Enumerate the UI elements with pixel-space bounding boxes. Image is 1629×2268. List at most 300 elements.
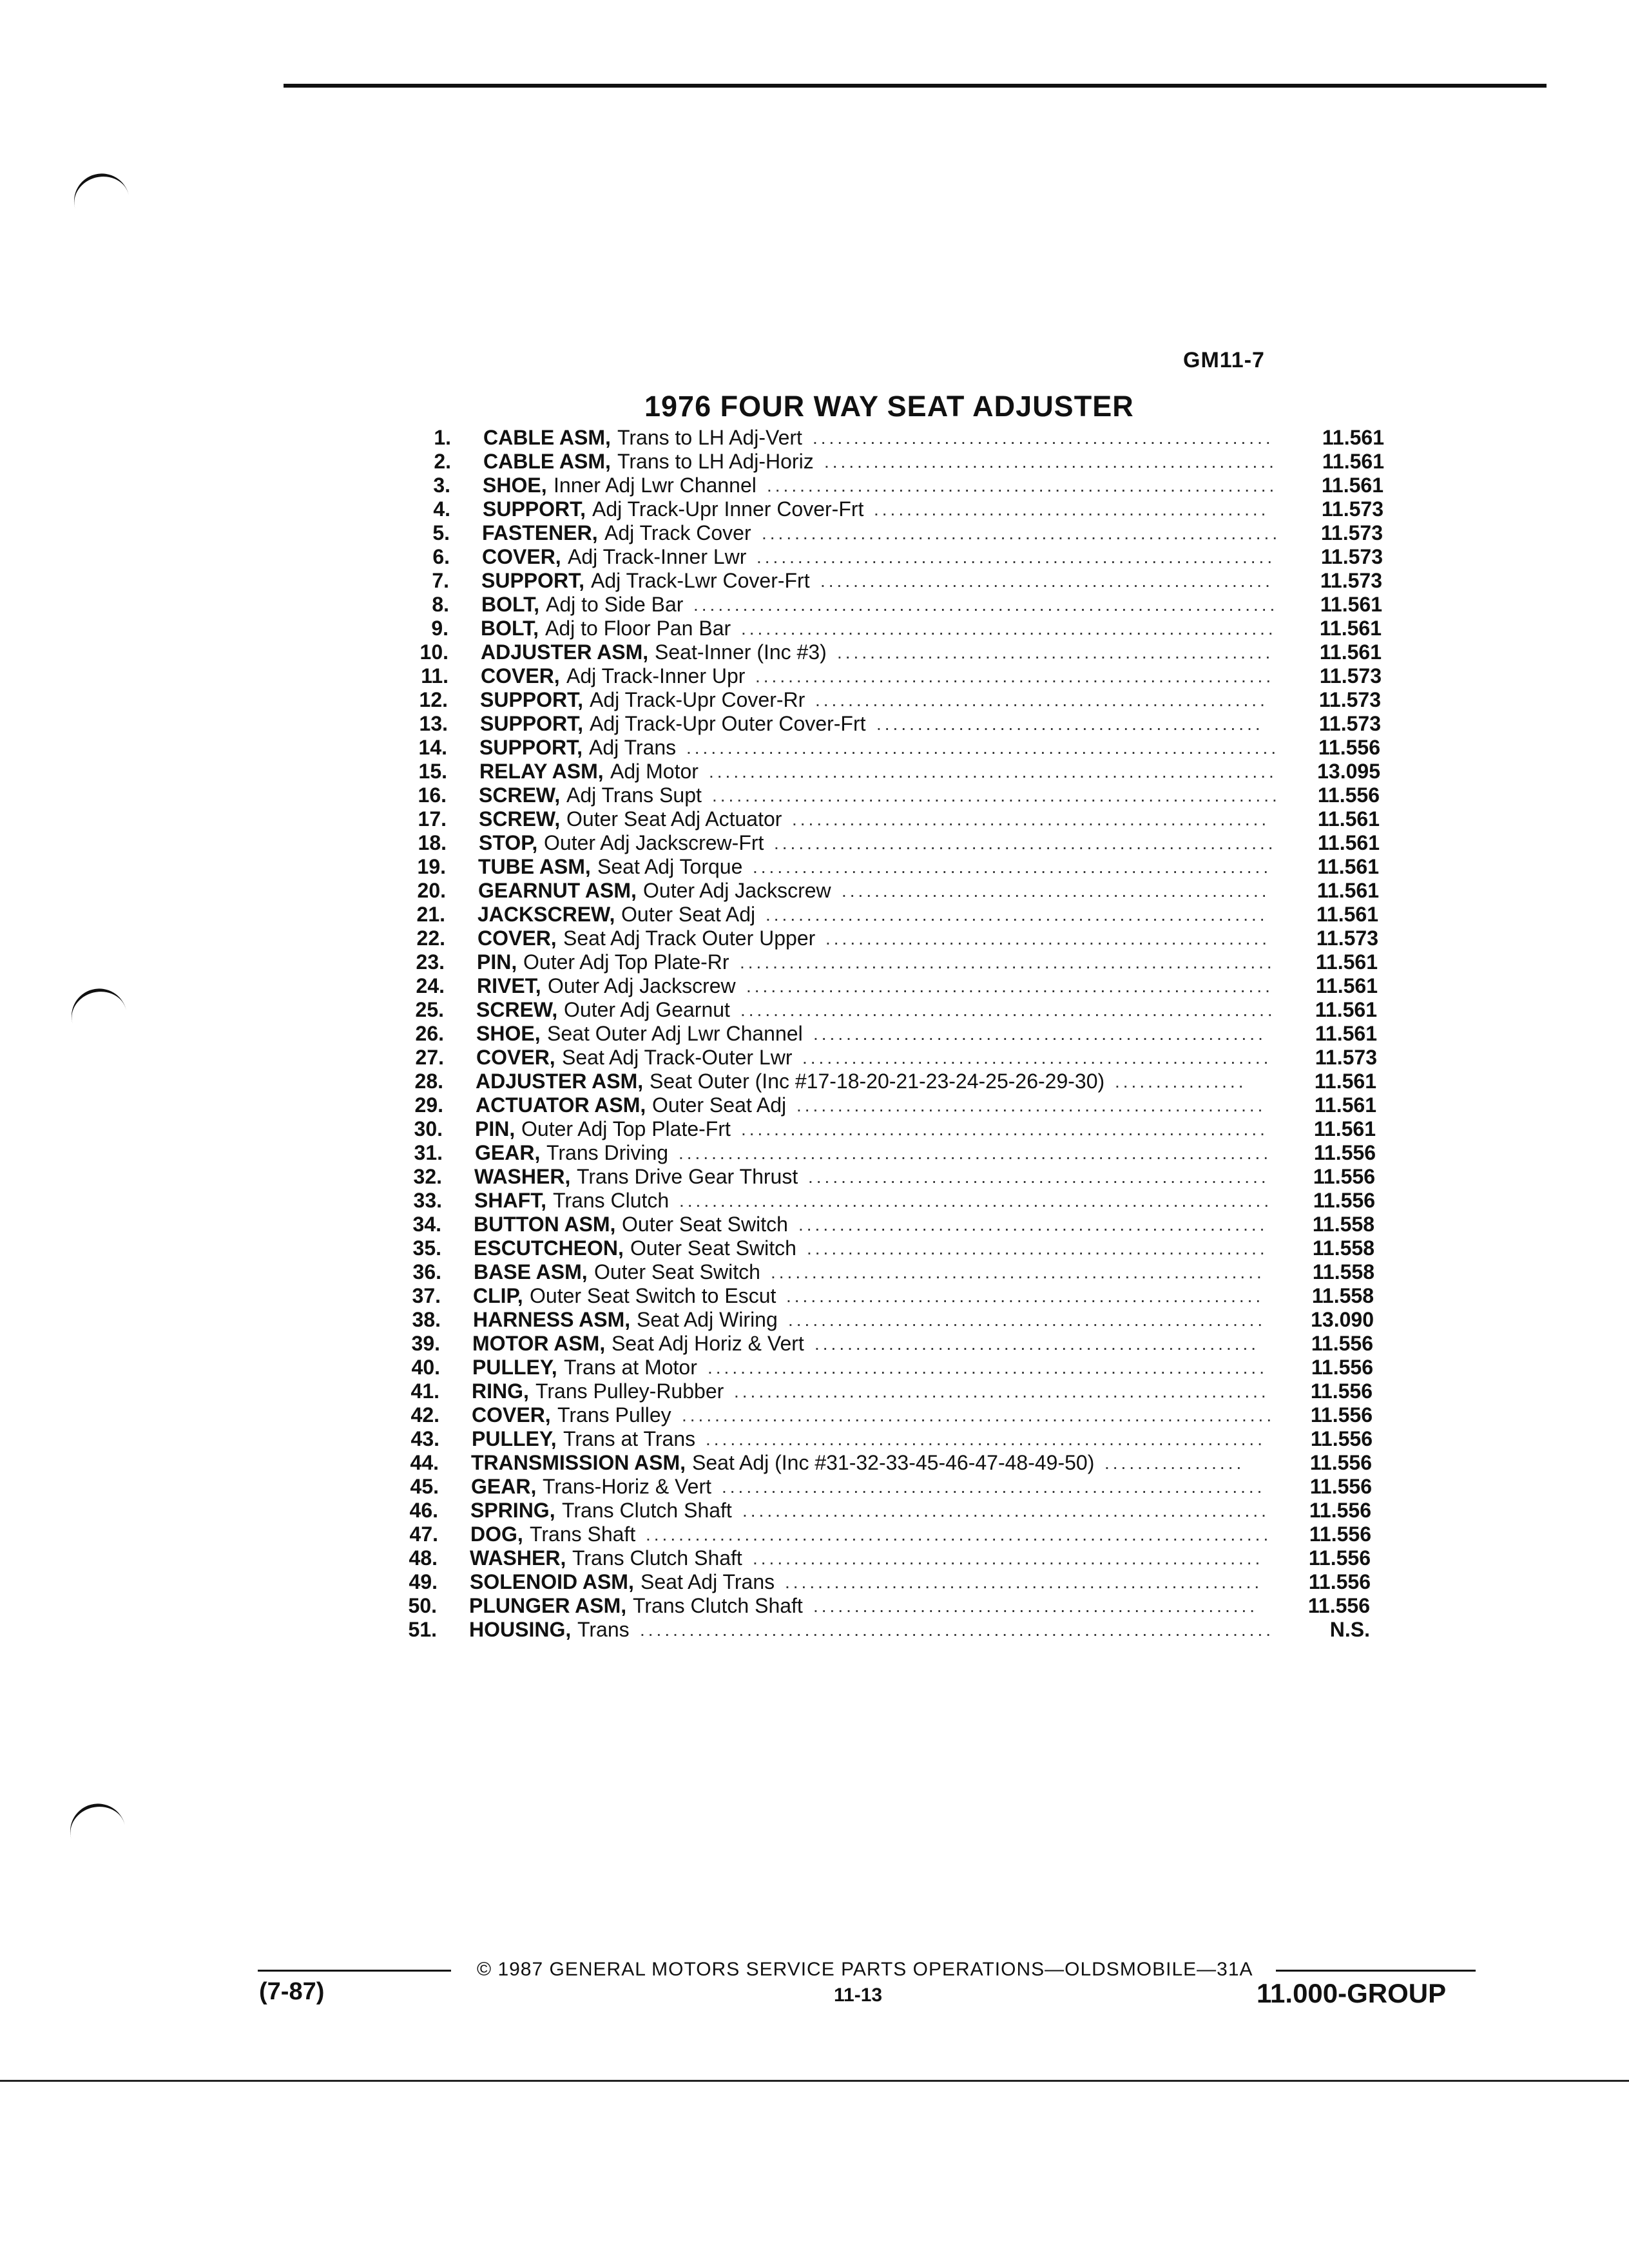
group-number: 11.558 — [1311, 1284, 1374, 1307]
part-name: RING, — [472, 1379, 529, 1403]
part-description: Adj to Floor Pan Bar — [545, 617, 731, 640]
leader-dots: ............................................................... — [762, 523, 1281, 543]
part-description: Adj to Side Bar — [546, 593, 684, 616]
group-number: 11.556 — [1310, 1379, 1373, 1403]
group-number: 11.561 — [1314, 1093, 1376, 1117]
table-row — [361, 1356, 1379, 1379]
table-row — [361, 831, 1379, 855]
binder-hole-mark — [68, 168, 129, 209]
table-row — [361, 974, 1379, 998]
item-number: 10. — [419, 640, 448, 664]
group-number: 11.561 — [1319, 617, 1382, 640]
part-description: Trans-Horiz & Vert — [543, 1475, 711, 1498]
table-row — [361, 1379, 1379, 1403]
part-name: PIN, — [475, 1117, 516, 1140]
part-name: SUPPORT, — [480, 688, 584, 711]
leader-dots: ................................................................. — [741, 619, 1277, 639]
leader-dots: ......................................................... — [802, 1048, 1272, 1068]
part-description: Seat Adj Trans — [641, 1570, 775, 1593]
item-number: 9. — [431, 617, 448, 640]
table-row — [361, 617, 1382, 640]
table-row — [361, 1499, 1379, 1523]
part-description: Seat Adj Horiz & Vert — [612, 1332, 804, 1355]
part-description: Outer Seat Switch to Escut — [530, 1284, 776, 1307]
leader-dots: ................................................................. — [740, 952, 1275, 972]
item-number: 47. — [409, 1523, 438, 1546]
leader-dots: ............................................................. — [774, 833, 1277, 853]
part-description: Seat Adj Torque — [597, 855, 743, 878]
group-number: 11.561 — [1315, 974, 1378, 997]
leader-dots: ....................................................... — [824, 452, 1277, 472]
footer-date: (7-87) — [259, 1978, 325, 2005]
part-description: Adj Track Cover — [604, 521, 751, 544]
part-description: Trans to LH Adj-Horiz — [617, 450, 814, 473]
part-name: RELAY ASM, — [479, 760, 604, 783]
part-description: Adj Track-Upr Outer Cover-Frt — [590, 712, 866, 735]
item-number: 1. — [434, 426, 451, 449]
table-row — [361, 1332, 1379, 1356]
leader-dots: ............................................... — [876, 714, 1264, 734]
group-number: 11.558 — [1312, 1213, 1374, 1236]
part-description: Seat Adj Wiring — [637, 1308, 778, 1331]
group-number: 11.561 — [1317, 831, 1380, 854]
group-number: 11.573 — [1319, 664, 1382, 687]
table-row — [361, 855, 1379, 879]
leader-dots: ........................................................................ — [682, 1405, 1275, 1425]
group-number: 11.556 — [1310, 1427, 1373, 1450]
table-row — [361, 688, 1379, 712]
table-row — [361, 807, 1379, 831]
item-number: 31. — [414, 1141, 443, 1164]
leader-dots: .................................................... — [842, 881, 1270, 901]
leader-dots: ................ — [1115, 1072, 1247, 1091]
table-row — [361, 497, 1383, 521]
part-name: SCREW, — [476, 998, 558, 1021]
group-number: 11.556 — [1309, 1451, 1372, 1474]
leader-dots: ................................................................. — [734, 1381, 1269, 1401]
part-name: CLIP, — [473, 1284, 523, 1307]
group-number: 11.561 — [1317, 807, 1380, 831]
leader-dots: ..................................................................... — [712, 785, 1280, 805]
group-number: 11.573 — [1316, 927, 1378, 950]
part-name: PIN, — [477, 950, 517, 974]
part-description: Outer Seat Switch — [630, 1236, 796, 1260]
leader-dots: ....................................................... — [820, 571, 1273, 591]
part-name: ACTUATOR ASM, — [476, 1093, 646, 1117]
item-number: 28. — [414, 1070, 443, 1093]
part-name: WASHER, — [470, 1546, 566, 1570]
leader-dots: ................................................................ — [741, 1119, 1268, 1139]
table-row — [361, 569, 1382, 593]
part-description: Outer Seat Switch — [622, 1213, 788, 1236]
page-title: 1976 FOUR WAY SEAT ADJUSTER — [644, 390, 1134, 423]
part-name: ADJUSTER ASM, — [476, 1070, 644, 1093]
leader-dots: ....................................................................... — [693, 595, 1278, 615]
part-description: Adj Motor — [610, 760, 699, 783]
part-name: BUTTON ASM, — [474, 1213, 616, 1236]
leader-dots: .......................................................... — [788, 1310, 1266, 1330]
group-number: 11.561 — [1320, 593, 1382, 616]
table-row — [361, 664, 1382, 688]
item-number: 14. — [418, 736, 447, 759]
group-number: 11.573 — [1320, 521, 1383, 544]
leader-dots: ....................................................... — [815, 690, 1268, 710]
table-row — [361, 474, 1383, 497]
group-number: 11.556 — [1308, 1546, 1371, 1570]
leader-dots: .................................................................... — [708, 1358, 1268, 1378]
part-name: WASHER, — [474, 1165, 571, 1188]
part-description: Seat-Inner (Inc #3) — [655, 640, 827, 664]
table-row — [361, 879, 1379, 903]
part-description: Outer Seat Switch — [594, 1260, 760, 1283]
group-number: 11.561 — [1315, 998, 1377, 1021]
part-description: Trans Clutch Shaft — [562, 1499, 732, 1522]
item-number: 4. — [433, 497, 450, 521]
group-number: 11.556 — [1313, 1189, 1375, 1212]
leader-dots: ......................................................... — [798, 1215, 1268, 1235]
item-number: 8. — [432, 593, 449, 616]
part-name: COVER, — [481, 664, 560, 687]
group-number: 11.556 — [1309, 1499, 1371, 1522]
leader-dots: ..................................................................... — [709, 762, 1277, 782]
leader-dots: ........................................................ — [807, 1238, 1268, 1258]
footer-rule-right — [1276, 1970, 1476, 1972]
table-row — [361, 1284, 1379, 1308]
group-number: 11.561 — [1316, 903, 1378, 926]
item-number: 30. — [414, 1117, 443, 1140]
group-number: 11.556 — [1309, 1523, 1371, 1546]
table-row — [361, 950, 1379, 974]
part-name: STOP, — [479, 831, 538, 854]
part-description: Trans Pulley — [557, 1403, 671, 1427]
group-number: 11.561 — [1315, 1022, 1377, 1045]
group-number: 11.561 — [1316, 855, 1379, 878]
parts-list — [361, 426, 1384, 1642]
table-row — [361, 1236, 1379, 1260]
group-number: N.S. — [1329, 1618, 1370, 1641]
part-name: JACKSCREW, — [477, 903, 615, 926]
leader-dots: ............................................................................. — [640, 1620, 1275, 1640]
part-name: COVER, — [482, 545, 561, 568]
item-number: 32. — [413, 1165, 442, 1188]
part-name: PULLEY, — [472, 1427, 557, 1450]
group-number: 11.558 — [1312, 1260, 1374, 1283]
part-description: Seat Adj (Inc #31-32-33-45-46-47-48-49-50) — [692, 1451, 1095, 1474]
table-row — [361, 521, 1383, 545]
page-id: GM11-7 — [1183, 348, 1265, 372]
part-name: SPRING, — [470, 1499, 555, 1522]
group-number: 11.556 — [1308, 1570, 1371, 1593]
part-description: Seat Adj Track Outer Upper — [563, 927, 816, 950]
item-number: 43. — [410, 1427, 439, 1450]
table-row — [361, 1022, 1379, 1046]
group-number: 11.556 — [1317, 783, 1380, 807]
part-description: Outer Adj Gearnut — [564, 998, 730, 1021]
part-name: SHOE, — [476, 1022, 541, 1045]
footer-page-number: 11-13 — [834, 1984, 883, 2006]
table-row — [361, 593, 1382, 617]
item-number: 37. — [412, 1284, 441, 1307]
leader-dots: .............................................................. — [753, 1548, 1264, 1568]
part-name: ESCUTCHEON, — [474, 1236, 624, 1260]
part-description: Adj Trans Supt — [566, 783, 702, 807]
part-description: Seat Adj Track-Outer Lwr — [562, 1046, 793, 1069]
part-description: Outer Adj Top Plate-Rr — [523, 950, 729, 974]
group-number: 11.561 — [1319, 640, 1382, 664]
item-number: 29. — [414, 1093, 443, 1117]
table-row — [361, 426, 1384, 450]
item-number: 12. — [419, 688, 448, 711]
group-number: 11.561 — [1313, 1117, 1376, 1140]
item-number: 3. — [433, 474, 450, 497]
group-number: 11.556 — [1313, 1141, 1376, 1164]
part-description: Adj Track-Upr Inner Cover-Frt — [592, 497, 864, 521]
item-number: 42. — [410, 1403, 439, 1427]
group-number: 13.090 — [1311, 1308, 1374, 1331]
part-description: Adj Track-Upr Cover-Rr — [590, 688, 805, 711]
item-number: 39. — [411, 1332, 440, 1355]
table-row — [361, 1523, 1379, 1546]
item-number: 33. — [413, 1189, 442, 1212]
table-row — [361, 1403, 1379, 1427]
table-row — [361, 1451, 1379, 1475]
part-name: SHOE, — [483, 474, 547, 497]
group-number: 11.561 — [1316, 879, 1379, 902]
part-description: Trans Clutch — [553, 1189, 670, 1212]
group-number: 11.561 — [1314, 1070, 1376, 1093]
group-number: 11.561 — [1322, 426, 1384, 449]
leader-dots: ............................................................... — [755, 666, 1275, 686]
footer-copyright: © 1987 GENERAL MOTORS SERVICE PARTS OPERATIONS—OLDSMOBILE—31A — [477, 1959, 1253, 1980]
part-name: COVER, — [472, 1403, 551, 1427]
leader-dots: ............................................................................ — [646, 1524, 1272, 1544]
table-row — [361, 640, 1382, 664]
part-description: Trans at Trans — [563, 1427, 696, 1450]
item-number: 15. — [418, 760, 447, 783]
part-description: Trans at Motor — [564, 1356, 697, 1379]
part-name: GEAR, — [471, 1475, 537, 1498]
group-number: 11.556 — [1311, 1356, 1373, 1379]
group-number: 11.561 — [1322, 450, 1384, 473]
group-number: 11.556 — [1311, 1332, 1373, 1355]
item-number: 27. — [415, 1046, 444, 1069]
table-row — [361, 1546, 1379, 1570]
leader-dots: .................................................................... — [706, 1429, 1266, 1449]
table-row — [361, 1618, 1379, 1642]
part-description: Trans Clutch Shaft — [633, 1594, 803, 1617]
leader-dots: ....................................................... — [813, 1024, 1266, 1044]
leader-dots: .............................................................. — [767, 476, 1278, 495]
item-number: 44. — [410, 1451, 439, 1474]
item-number: 22. — [416, 927, 445, 950]
table-row — [361, 1475, 1379, 1499]
leader-dots: ................................................................. — [740, 1000, 1276, 1020]
item-number: 34. — [412, 1213, 441, 1236]
footer-rule-left — [258, 1970, 451, 1972]
part-name: HARNESS ASM, — [473, 1308, 631, 1331]
top-rule — [284, 84, 1547, 88]
item-number: 7. — [432, 569, 449, 592]
group-number: 11.573 — [1318, 712, 1381, 735]
part-description: Outer Seat Adj Actuator — [566, 807, 782, 831]
table-row — [361, 1070, 1379, 1093]
group-number: 11.558 — [1312, 1236, 1374, 1260]
part-description: Adj Track-Inner Lwr — [568, 545, 747, 568]
table-row — [361, 1093, 1379, 1117]
part-name: COVER, — [477, 927, 557, 950]
part-name: HOUSING, — [469, 1618, 572, 1641]
group-number: 11.573 — [1315, 1046, 1377, 1069]
part-name: BASE ASM, — [474, 1260, 588, 1283]
part-name: CABLE ASM, — [483, 450, 611, 473]
leader-dots: ...................................................... — [825, 928, 1271, 948]
item-number: 11. — [421, 664, 448, 687]
part-name: GEARNUT ASM, — [478, 879, 637, 902]
part-description: Outer Adj Jackscrew-Frt — [544, 831, 764, 854]
table-row — [361, 927, 1379, 950]
part-name: BOLT, — [481, 593, 540, 616]
leader-dots: ................................................................ — [746, 976, 1273, 996]
item-number: 50. — [408, 1594, 437, 1617]
part-name: PULLEY, — [472, 1356, 557, 1379]
part-name: RIVET, — [477, 974, 541, 997]
part-description: Trans Pulley-Rubber — [535, 1379, 724, 1403]
part-description: Inner Adj Lwr Channel — [554, 474, 757, 497]
part-description: Trans Shaft — [530, 1523, 636, 1546]
part-description: Trans to LH Adj-Vert — [617, 426, 802, 449]
leader-dots: ...................................................... — [815, 1334, 1260, 1354]
item-number: 35. — [412, 1236, 441, 1260]
leader-dots: ............................................................. — [766, 905, 1268, 925]
part-name: TRANSMISSION ASM, — [471, 1451, 686, 1474]
group-number: 11.573 — [1320, 545, 1383, 568]
table-row — [361, 1260, 1379, 1284]
footer-group: 11.000-GROUP — [1257, 1978, 1447, 2008]
item-number: 18. — [418, 831, 447, 854]
item-number: 51. — [408, 1618, 437, 1641]
part-description: Trans Driving — [546, 1141, 669, 1164]
part-name: SUPPORT, — [480, 712, 584, 735]
part-name: SHAFT, — [474, 1189, 546, 1212]
group-number: 11.573 — [1318, 688, 1381, 711]
leader-dots: ........................................................................ — [679, 1191, 1273, 1211]
part-name: CABLE ASM, — [483, 426, 611, 449]
part-name: FASTENER, — [482, 521, 598, 544]
leader-dots: ........................................................................ — [679, 1143, 1272, 1163]
leader-dots: ........................................................................ — [686, 738, 1280, 758]
item-number: 48. — [409, 1546, 438, 1570]
item-number: 21. — [416, 903, 445, 926]
table-row — [361, 450, 1384, 474]
part-description: Adj Trans — [589, 736, 677, 759]
part-name: SOLENOID ASM, — [470, 1570, 634, 1593]
leader-dots: .................................................................. — [722, 1477, 1266, 1497]
table-row — [361, 736, 1379, 760]
group-number: 11.556 — [1309, 1475, 1372, 1498]
item-number: 41. — [410, 1379, 439, 1403]
leader-dots: .......................................................... — [786, 1286, 1264, 1306]
table-row — [361, 1141, 1379, 1165]
group-number: 13.095 — [1317, 760, 1380, 783]
group-number: 11.556 — [1307, 1594, 1370, 1617]
item-number: 6. — [432, 545, 450, 568]
table-row — [361, 1165, 1379, 1189]
item-number: 13. — [419, 712, 448, 735]
item-number: 25. — [415, 998, 444, 1021]
table-row — [361, 903, 1379, 927]
part-description: Trans Drive Gear Thrust — [577, 1165, 798, 1188]
leader-dots: ............................................................ — [771, 1262, 1265, 1282]
table-row — [361, 783, 1379, 807]
item-number: 49. — [409, 1570, 438, 1593]
group-number: 11.573 — [1321, 497, 1383, 521]
group-number: 11.556 — [1318, 736, 1380, 759]
part-name: SCREW, — [479, 807, 561, 831]
part-name: PLUNGER ASM, — [469, 1594, 627, 1617]
part-name: SUPPORT, — [481, 569, 585, 592]
leader-dots: ................................................ — [874, 499, 1269, 519]
part-description: Seat Outer Adj Lwr Channel — [547, 1022, 803, 1045]
table-row — [361, 1427, 1379, 1451]
leader-dots: ......................................................... — [796, 1095, 1266, 1115]
item-number: 20. — [417, 879, 446, 902]
binder-hole-mark — [64, 1798, 125, 1839]
part-description: Outer Seat Adj — [652, 1093, 787, 1117]
leader-dots: ..................................................... — [837, 642, 1274, 662]
item-number: 17. — [418, 807, 447, 831]
part-name: GEAR, — [475, 1141, 541, 1164]
leader-dots: ............................................................... — [753, 857, 1272, 877]
group-number: 11.573 — [1320, 569, 1382, 592]
table-row — [361, 1213, 1379, 1236]
leader-dots: ...................................................... — [813, 1596, 1258, 1616]
leader-dots: .......................................................... — [785, 1572, 1263, 1592]
part-description: Adj Track-Inner Upr — [566, 664, 746, 687]
group-number: 11.556 — [1310, 1403, 1373, 1427]
part-name: SCREW, — [479, 783, 561, 807]
group-number: 11.561 — [1315, 950, 1378, 974]
group-number: 11.556 — [1313, 1165, 1375, 1188]
table-row — [361, 1046, 1379, 1070]
item-number: 16. — [418, 783, 447, 807]
binder-hole-mark — [66, 983, 126, 1024]
table-row — [361, 712, 1379, 736]
item-number: 24. — [416, 974, 445, 997]
part-description: Trans — [577, 1618, 630, 1641]
item-number: 2. — [434, 450, 451, 473]
part-name: ADJUSTER ASM, — [481, 640, 649, 664]
item-number: 45. — [410, 1475, 439, 1498]
leader-dots: ............................................................... — [757, 547, 1276, 567]
part-name: SUPPORT, — [483, 497, 586, 521]
part-description: Adj Track-Lwr Cover-Frt — [591, 569, 810, 592]
table-row — [361, 760, 1379, 783]
part-name: SUPPORT, — [479, 736, 583, 759]
part-name: MOTOR ASM, — [472, 1332, 606, 1355]
part-description: Trans Clutch Shaft — [572, 1546, 742, 1570]
part-description: Outer Adj Jackscrew — [643, 879, 831, 902]
item-number: 26. — [415, 1022, 444, 1045]
item-number: 19. — [417, 855, 446, 878]
table-row — [361, 1308, 1379, 1332]
leader-dots: ........................................................ — [808, 1167, 1269, 1187]
part-name: DOG, — [470, 1523, 523, 1546]
part-name: TUBE ASM, — [478, 855, 591, 878]
part-description: Outer Seat Adj — [621, 903, 756, 926]
item-number: 46. — [409, 1499, 438, 1522]
item-number: 23. — [416, 950, 445, 974]
leader-dots: ................................................................ — [742, 1501, 1269, 1521]
